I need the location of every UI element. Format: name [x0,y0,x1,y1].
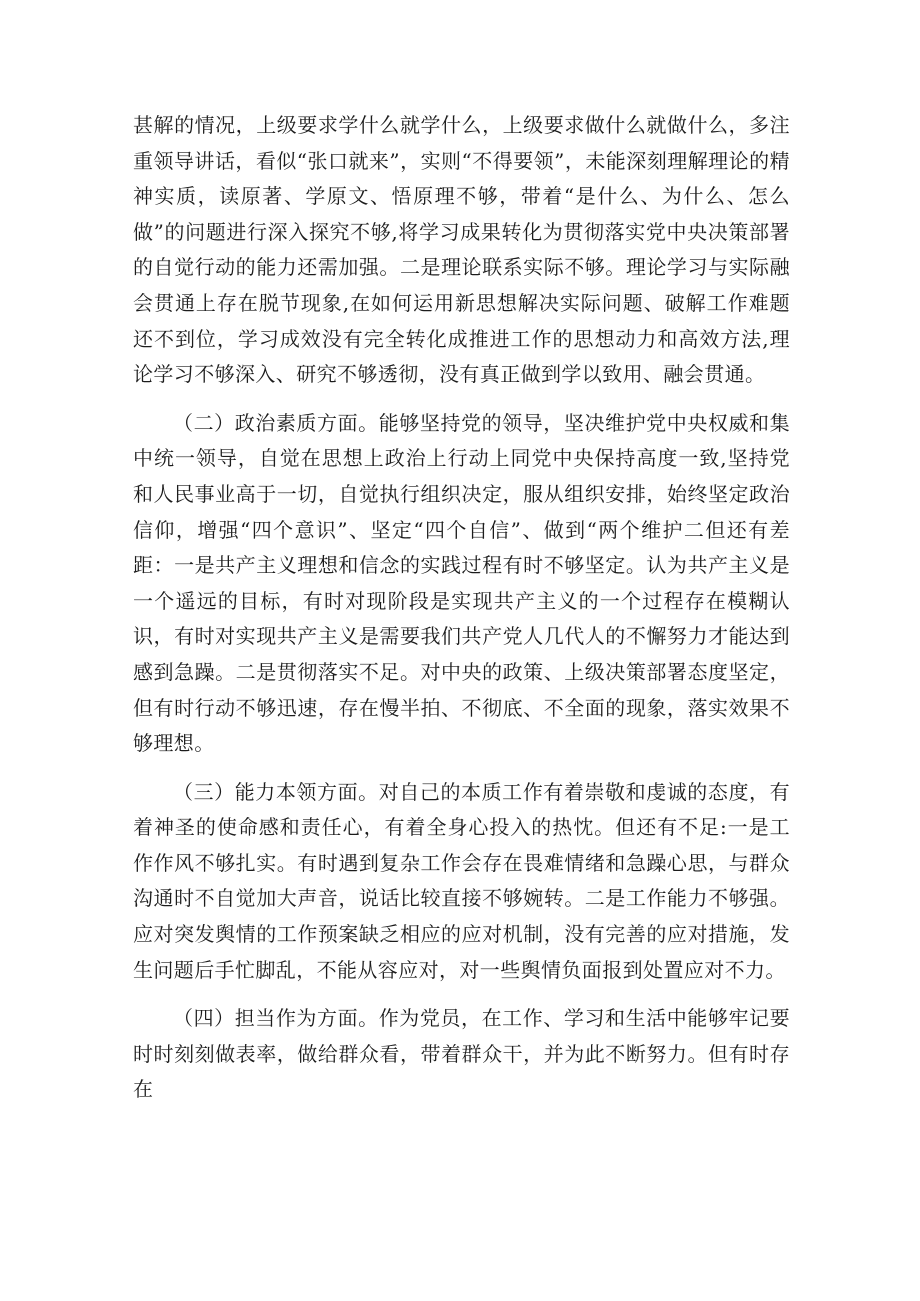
paragraph-responsibility: （四）担当作为方面。作为党员，在工作、学习和生活中能够牢记要时时刻刻做表率，做给群众看，带着群众干，并为此不断努力。但有时存在 [133,1006,790,1102]
paragraph-political-quality: （二）政治素质方面。能够坚持党的领导，坚决维护党中央权威和集中统一领导，自觉在思想上政治上行动上同党中央保持高度一致,坚持党和人民事业高于一切，自觉执行组织决定，服从组织安排，始终坚定政治信仰，增强“四个意识”、坚定“四个自信”、做到“两个维护二但还有差距：一是共产主义理想和信念的实践过程有时不够坚定。认为共产主义是一个遥远的目标，有时对现阶段是实现共产主义的一个过程存在模糊认识，有时对实现共产主义是需要我们共产党人几代人的不懈努力才能达到感到急躁。二是贯彻落实不足。对中央的政策、上级决策部署态度坚定，但有时行动不够迅速，存在慢半拍、不彻底、不全面的现象，落实效果不够理想。 [133,410,790,756]
paragraph-continuation: 甚解的情况，上级要求学什么就学什么，上级要求做什么就做什么，多注重领导讲话，看似“张口就来”，实则“不得要领”，未能深刻理解理论的精神实质，读原著、学原文、悟原理不够，带着“是什么、为什么、怎么做”的问题进行深入探究不够,将学习成果转化为贯彻落实党中央决策部署的自觉行动的能力还需加强。二是理论联系实际不够。理论学习与实际融会贯通上存在脱节现象,在如何运用新思想解决实际问题、破解工作难题还不到位，学习成效没有完全转化成推进工作的思想动力和高效方法,理论学习不够深入、研究不够透彻，没有真正做到学以致用、融会贯通。 [133,113,790,387]
paragraph-ability: （三）能力本领方面。对自己的本质工作有着崇敬和虔诚的态度，有着神圣的使命感和责任心，有着全身心投入的热忱。但还有不足:一是工作作风不够扎实。有时遇到复杂工作会存在畏难情绪和急躁心思，与群众沟通时不自觉加大声音，说话比较直接不够婉转。二是工作能力不够强。应对突发舆情的工作预案缺乏相应的应对机制，没有完善的应对措施，发生问题后手忙脚乱，不能从容应对，对一些舆情负面报到处置应对不力。 [133,779,790,982]
